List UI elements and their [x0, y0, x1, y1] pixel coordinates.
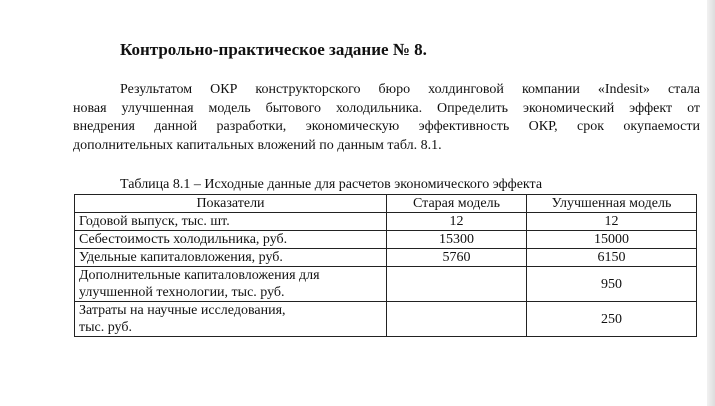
row-label [75, 267, 387, 302]
new-model-value: 950 [527, 267, 697, 302]
old-model-value [387, 302, 527, 337]
new-model-value: 250 [527, 302, 697, 337]
task-title: Контрольно-практическое задание № 8. [120, 40, 427, 59]
paragraph-line: дополнительных капитальных вложений по данным табл. 8.1. [73, 137, 442, 153]
paragraph-line: Результатом ОКР конструкторского бюро холдинговой компании «Indesit» стала [120, 82, 700, 97]
table-row [75, 213, 697, 231]
source-data-table [74, 194, 697, 337]
new-model-value: 12 [527, 213, 697, 231]
table-header-row [75, 195, 697, 213]
header-new-model: Улучшенная модель [527, 195, 697, 213]
old-model-value: 12 [387, 213, 527, 231]
new-model-value: 15000 [527, 231, 697, 249]
page-edge-shadow [707, 0, 715, 406]
table-row [75, 302, 697, 337]
row-label-line: тыс. руб. [79, 320, 132, 335]
table-row [75, 267, 697, 302]
table-row [75, 249, 697, 267]
paragraph-line: внедрения данной разработки, экономическую эффективность ОКР, срок окупаемости [73, 119, 700, 134]
table-row [75, 231, 697, 249]
new-model-value: 6150 [527, 249, 697, 267]
paragraph-line: новая улучшенная модель бытового холодильника. Определить экономический эффект от [73, 100, 700, 116]
old-model-value: 15300 [387, 231, 527, 249]
row-label: Себестоимость холодильника, руб. [75, 231, 387, 249]
row-label: Удельные капиталовложения, руб. [75, 249, 387, 267]
header-indicators: Показатели [75, 195, 387, 213]
row-label-line: улучшенной технологии, тыс. руб. [79, 285, 285, 300]
header-old-model: Старая модель [387, 195, 527, 213]
row-label: Годовой выпуск, тыс. шт. [75, 213, 387, 231]
row-label-line: Затраты на научные исследования, [79, 303, 286, 318]
row-label [75, 302, 387, 337]
table-caption: Таблица 8.1 – Исходные данные для расчетов экономического эффекта [120, 177, 543, 192]
old-model-value [387, 267, 527, 302]
old-model-value: 5760 [387, 249, 527, 267]
row-label-line: Дополнительные капиталовложения для [79, 268, 320, 283]
task-description [73, 81, 700, 155]
